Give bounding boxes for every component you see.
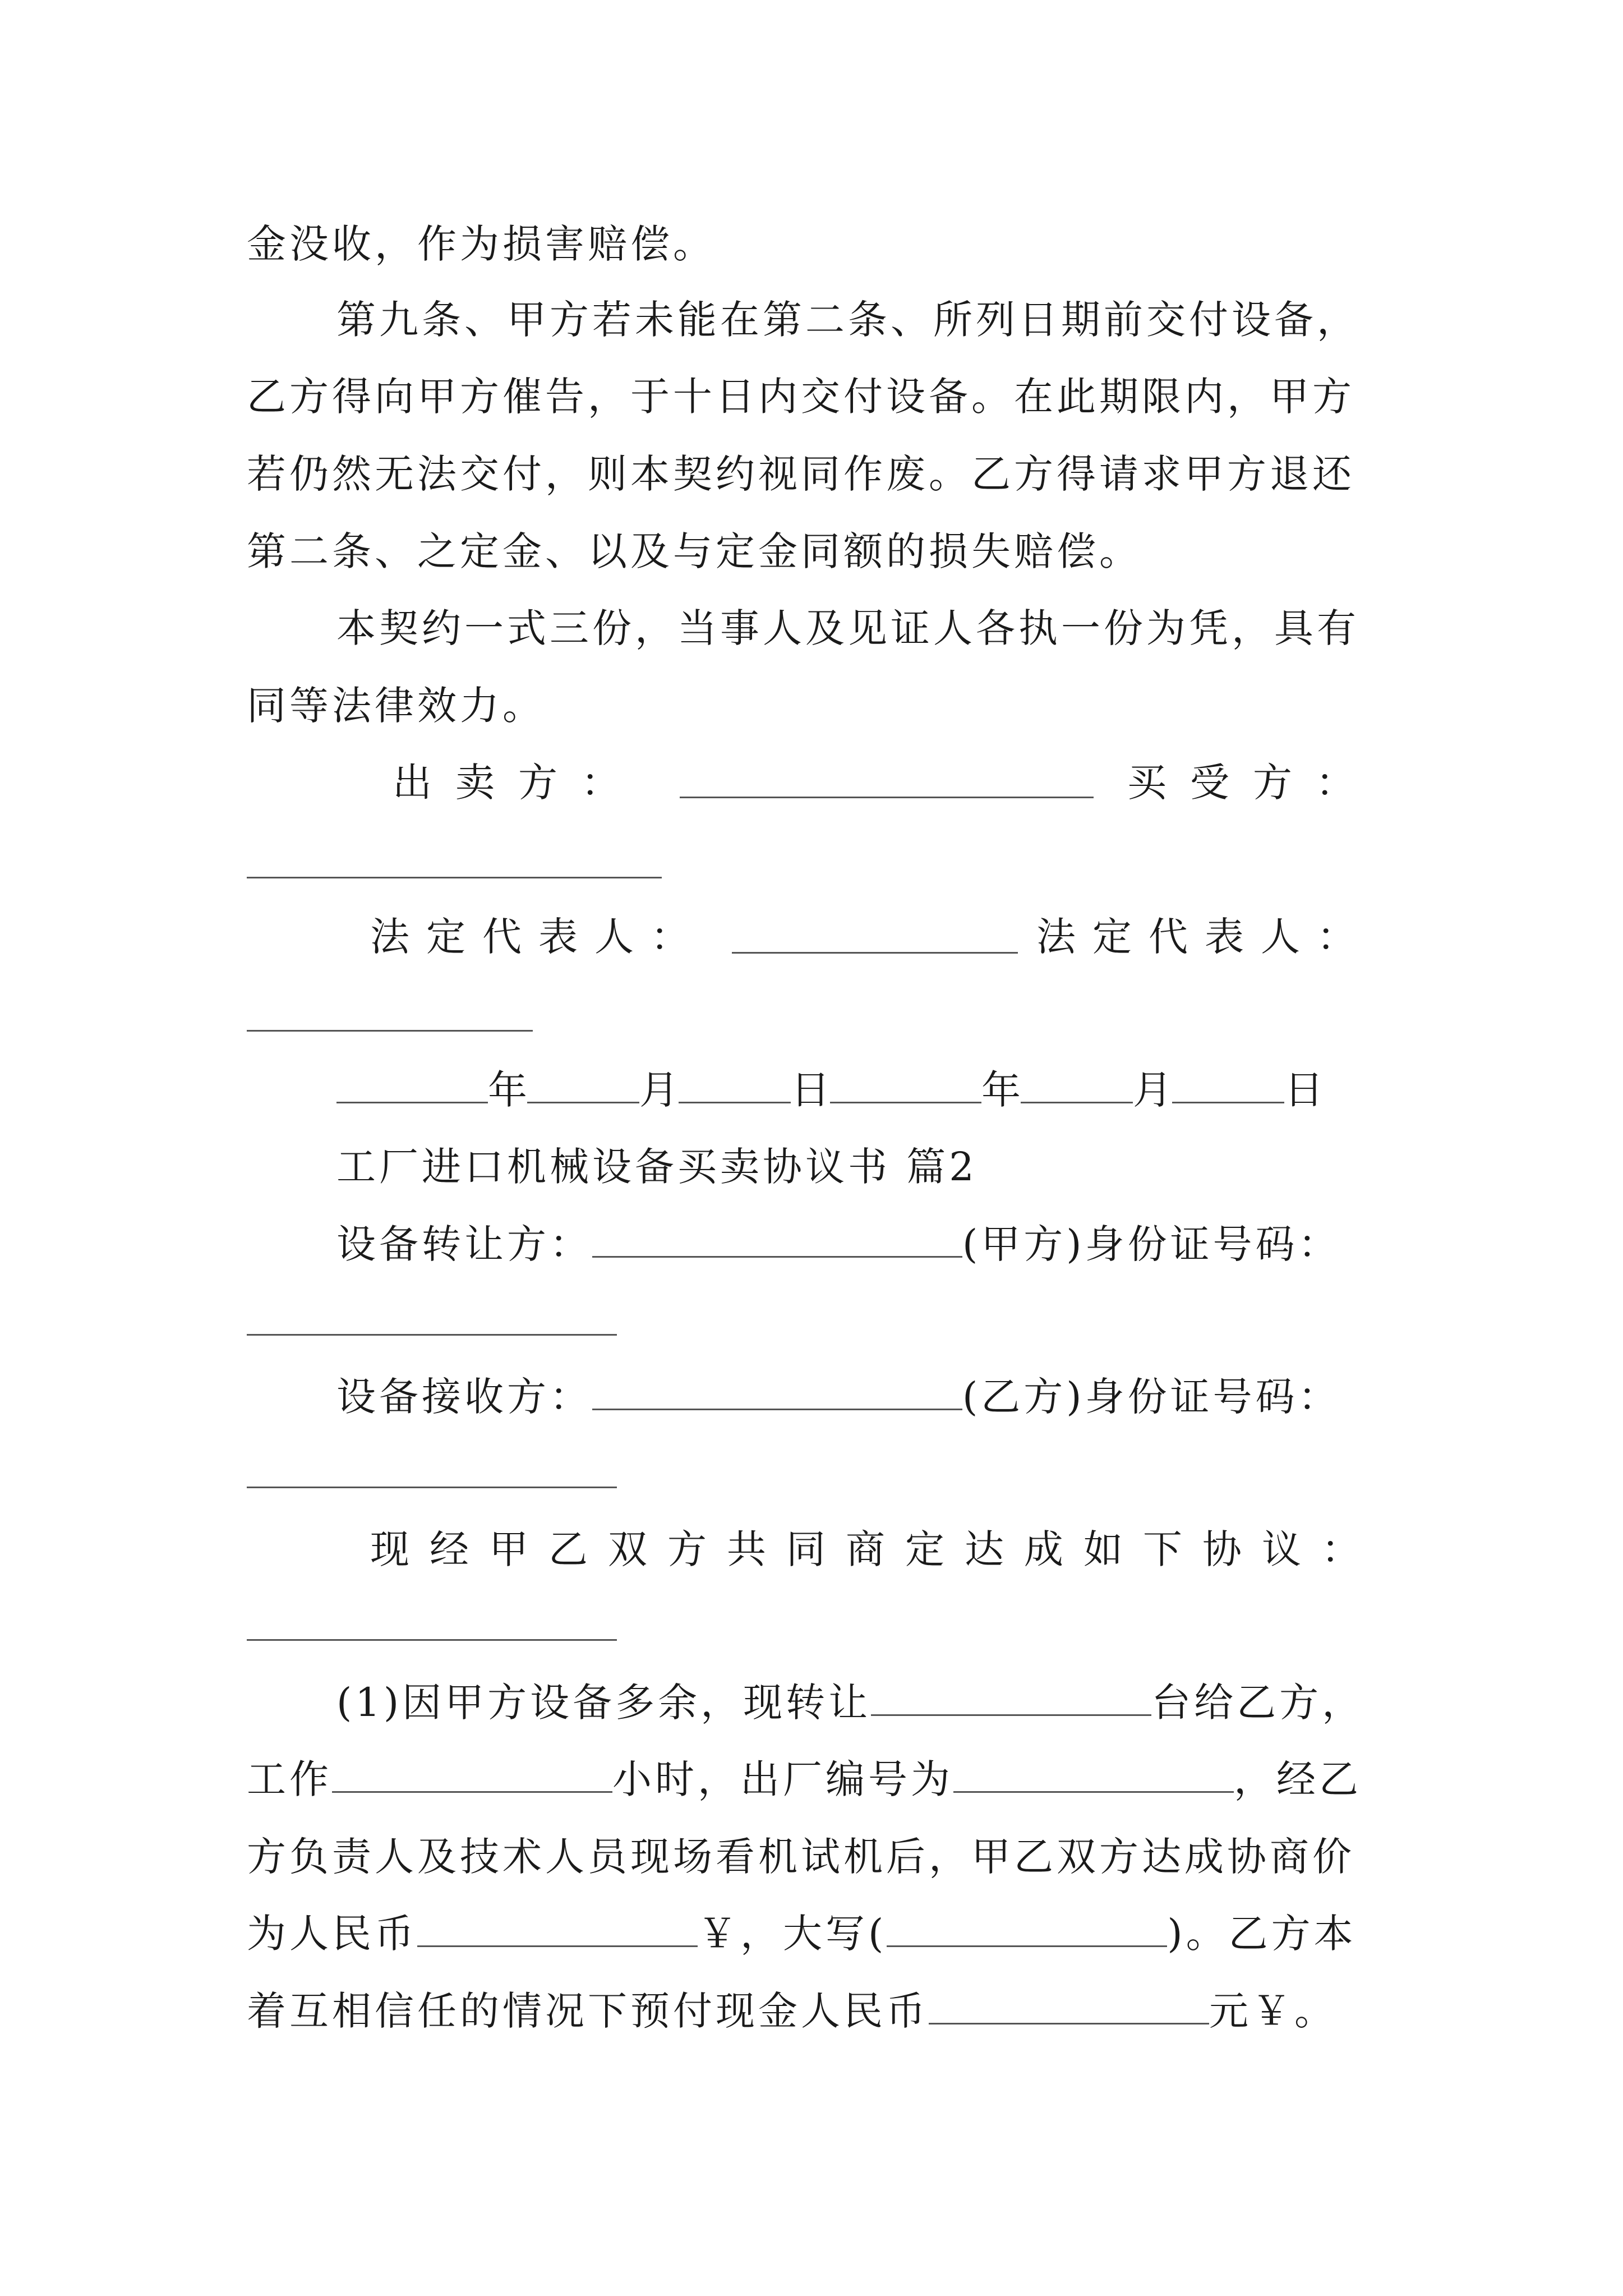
party-a-id-blank	[247, 1334, 617, 1336]
date-year: 年	[981, 1067, 1021, 1113]
date-blank	[527, 1065, 639, 1103]
agreement-blank	[247, 1639, 617, 1641]
receiver-label: 设备接收方：	[336, 1374, 592, 1420]
buyer-label: 买受方：	[1127, 760, 1378, 806]
date-blank	[336, 1065, 488, 1103]
receiver-blank	[592, 1374, 962, 1410]
seller-label: 出卖方：	[393, 760, 644, 806]
date-blank	[679, 1065, 791, 1103]
clause-line: 方负责人及技术人员现场看机试机后，甲乙双方达成协商价	[247, 1834, 1355, 1880]
date-blank	[830, 1065, 981, 1103]
clause-line	[247, 1983, 1337, 2039]
text-line: 若仍然无法交付，则本契约视同作废。乙方得请求甲方退还	[247, 451, 1355, 497]
clause-text: 小时，出厂编号为	[612, 1756, 953, 1802]
clause-text: 工作	[247, 1756, 332, 1802]
date-blank	[1021, 1065, 1133, 1103]
text-line: 第九条、甲方若未能在第二条、所列日期前交付设备，	[336, 297, 1359, 343]
text-line: 第二条、之定金、以及与定金同额的损失赔偿。	[247, 528, 1142, 574]
rep-blank-buyer	[247, 1030, 533, 1032]
date-day: 日	[1284, 1067, 1324, 1113]
receiver-row	[336, 1369, 1341, 1425]
buyer-blank	[247, 877, 662, 878]
clause-text: )。乙方本	[1167, 1911, 1357, 1957]
rep-blank-seller	[732, 952, 1018, 954]
date-year: 年	[488, 1067, 527, 1113]
date-row	[336, 1062, 1324, 1118]
party-a-id-label: (甲方)身份证号码：	[962, 1221, 1341, 1267]
clause-text: 着互相信任的情况下预付现金人民币	[247, 1988, 929, 2034]
clause-line	[336, 1674, 1364, 1731]
agreement-intro: 现经甲乙双方共同商定达成如下协议：	[370, 1526, 1381, 1572]
clause-text: 元￥。	[1209, 1988, 1337, 2034]
text-line: 本契约一式三份，当事人及见证人各执一份为凭，具有	[336, 605, 1359, 651]
clause-text: (1)因甲方设备多余，现转让	[336, 1680, 872, 1726]
quantity-blank	[871, 1680, 1151, 1716]
clause-text: 为人民币	[247, 1911, 417, 1957]
prepay-blank	[929, 1988, 1209, 2024]
section-title: 工厂进口机械设备买卖协议书 篇2	[336, 1144, 978, 1190]
clause-text: ￥，大写(	[698, 1911, 887, 1957]
text-line: 同等法律效力。	[247, 683, 545, 729]
price-blank	[417, 1911, 698, 1947]
seller-blank	[680, 797, 1094, 798]
date-blank	[1172, 1065, 1284, 1103]
clause-text: ，经乙	[1234, 1756, 1362, 1802]
date-month: 月	[639, 1067, 679, 1113]
party-b-id-blank	[247, 1487, 617, 1488]
party-b-id-label: (乙方)身份证号码：	[962, 1374, 1341, 1420]
date-month: 月	[1133, 1067, 1172, 1113]
transferor-row	[336, 1216, 1341, 1272]
text-line: 乙方得向甲方催告，于十日内交付设备。在此期限内，甲方	[247, 374, 1355, 420]
transferor-label: 设备转让方：	[336, 1221, 592, 1267]
transferor-blank	[592, 1221, 962, 1258]
rep-label-buyer: 法定代表人：	[1036, 914, 1373, 960]
clause-text: 台给乙方，	[1151, 1680, 1365, 1726]
clause-line	[247, 1906, 1357, 1962]
clause-line	[247, 1751, 1362, 1807]
text-line: 金没收，作为损害赔偿。	[247, 221, 716, 267]
serial-blank	[953, 1756, 1234, 1793]
rep-label-seller: 法定代表人：	[370, 914, 707, 960]
price-words-blank	[887, 1911, 1167, 1947]
hours-blank	[332, 1756, 612, 1793]
date-day: 日	[791, 1067, 830, 1113]
